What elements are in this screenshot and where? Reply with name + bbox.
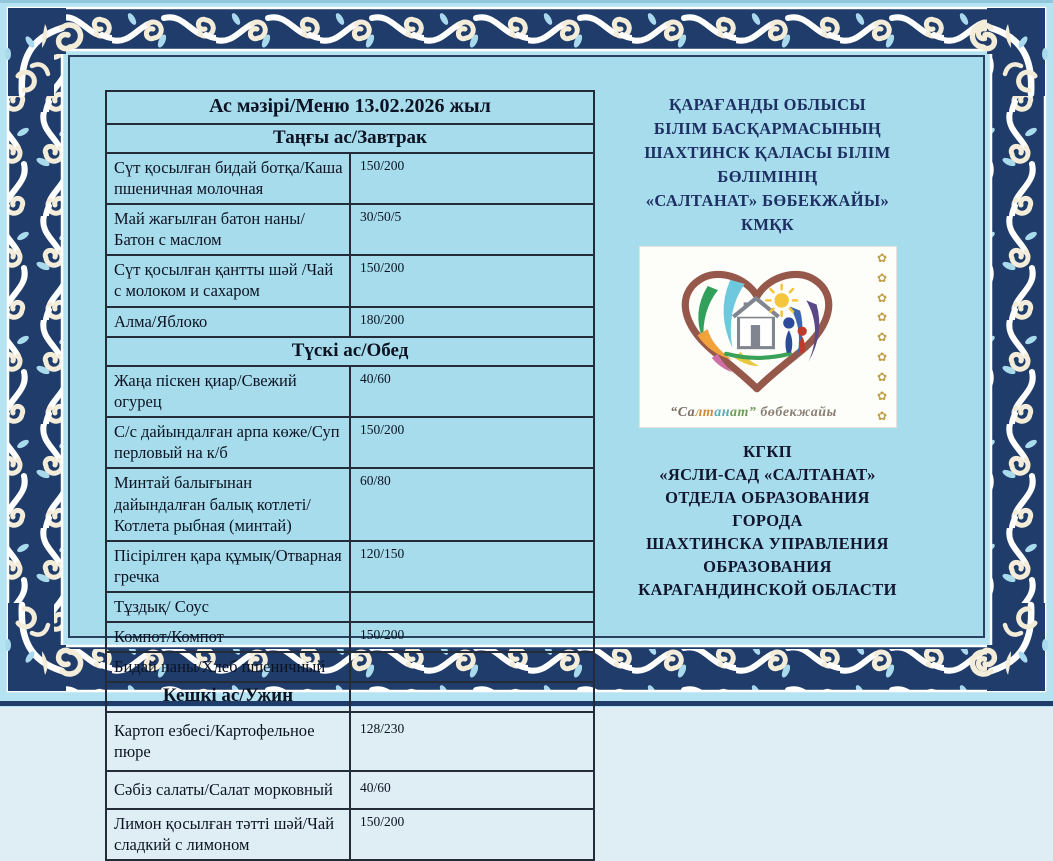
dish-name: С/с дайындалған арпа көже/Суп перловый на к/б: [106, 417, 350, 468]
gold-rosette-icon: ✿: [876, 290, 888, 305]
org-header-line: КМҚК: [740, 215, 795, 234]
logo-caption-part: ан: [714, 405, 730, 420]
dish-name: Компот/Компот: [106, 622, 350, 652]
portion-value: 30/50/5: [350, 204, 594, 255]
dish-name: Тұздық/ Соус: [106, 592, 350, 622]
purple-swoosh: [806, 300, 819, 362]
logo-caption-part: бөбекжайы: [756, 405, 837, 420]
gold-rosette-icon: ✿: [876, 310, 888, 325]
logo-caption-part: лт: [695, 405, 715, 420]
org-footer: [570, 440, 965, 601]
org-header-line: ҚАРАҒАНДЫ ОБЛЫСЫ: [668, 95, 867, 114]
dish-name: Бидай наны/Хлеб пшеничный: [106, 652, 350, 682]
content-area: [68, 55, 985, 855]
gold-rosette-icon: ✿: [876, 349, 888, 364]
dish-name: Май жағылған батон наны/Батон с маслом: [106, 204, 350, 255]
dish-name: Сәбіз салаты/Салат морковный: [106, 771, 350, 809]
org-footer-line: ШАХТИНСКА УПРАВЛЕНИЯ: [646, 534, 889, 553]
heart-house-logo-icon: [644, 249, 870, 399]
org-header-line: БӨЛІМІНІҢ: [717, 167, 818, 186]
dish-name: Сүт қосылған қантты шәй /Чай с молоком и сахаром: [106, 255, 350, 306]
table-row: [106, 592, 594, 622]
section-header-dinner: Кешкі ас/Ужин: [106, 682, 350, 711]
gold-rosette-icon: ✿: [876, 251, 888, 265]
gold-rosette-icon: ✿: [876, 409, 888, 423]
org-footer-line: ОТДЕЛА ОБРАЗОВАНИЯ: [665, 488, 870, 507]
dish-name: Картоп езбесі/Картофельное пюре: [106, 712, 350, 771]
portion-value: 40/60: [350, 771, 594, 809]
table-row: [106, 652, 594, 682]
portion-value: 120/150: [350, 541, 594, 592]
gold-rosette-icon: ✿: [876, 389, 888, 404]
house-door: [750, 325, 759, 348]
table-row: [106, 255, 594, 306]
table-row: [106, 771, 594, 809]
dish-name: Пісірілген қара құмық/Отварная гречка: [106, 541, 350, 592]
section-row-lunch: [106, 337, 594, 366]
dish-name: Алма/Яблоко: [106, 307, 350, 337]
table-row: [106, 366, 594, 417]
kindergarten-logo: [639, 246, 897, 428]
portion-value: 128/230: [350, 712, 594, 771]
portion-value: 180/200: [350, 307, 594, 337]
section-header-lunch: Түскі ас/Обед: [106, 337, 594, 366]
table-row: [106, 204, 594, 255]
menu-title: Ас мәзірі/Меню 13.02.2026 жыл: [106, 91, 594, 124]
logo-caption: [640, 405, 868, 421]
portion-value: 150/200: [350, 153, 594, 204]
org-footer-line: КГКП: [743, 442, 792, 461]
dish-name: Сүт қосылған бидай ботқа/Каша пшеничная молочная: [106, 153, 350, 204]
org-header-line: БІЛІМ БАСҚАРМАСЫНЫҢ: [653, 119, 882, 138]
gold-ornament-strip: [872, 251, 893, 423]
logo-caption-part: ат”: [729, 405, 757, 420]
logo-caption-part: “Са: [670, 405, 696, 420]
organization-panel: [570, 93, 965, 601]
org-footer-line: ОБРАЗОВАНИЯ: [703, 557, 832, 576]
gold-rosette-icon: ✿: [876, 369, 888, 384]
org-footer-line: ГОРОДА: [732, 511, 803, 530]
dish-name: Минтай балығынан дайындалған балық котлеті/ Котлета рыбная (минтай): [106, 468, 350, 540]
dish-name: Лимон қосылған тәтті шәй/Чай сладкий с лимоном: [106, 809, 350, 860]
ground-line: [726, 354, 790, 358]
adult-figure: [783, 317, 794, 352]
gold-rosette-icon: ✿: [876, 330, 888, 344]
table-row: [106, 622, 594, 652]
org-footer-line: КАРАГАНДИНСКОЙ ОБЛАСТИ: [638, 580, 897, 599]
table-row: [106, 541, 594, 592]
table-row: [106, 712, 594, 771]
table-row: [106, 417, 594, 468]
dish-name: Жаңа піскен қиар/Свежий огурец: [106, 366, 350, 417]
portion-value: 60/80: [350, 468, 594, 540]
menu-table: [105, 90, 595, 861]
portion-value-empty: [350, 682, 594, 711]
sun-icon: [766, 285, 797, 316]
section-row-dinner: [106, 682, 594, 711]
portion-value: 40/60: [350, 366, 594, 417]
table-row: [106, 307, 594, 337]
table-row: [106, 468, 594, 540]
table-row: [106, 153, 594, 204]
org-header-line: «САЛТАНАТ» БӨБЕКЖАЙЫ»: [645, 191, 890, 210]
portion-value: 150/200: [350, 622, 594, 652]
portion-value: 150/200: [350, 255, 594, 306]
house-roof: [733, 298, 778, 316]
table-title-row: [106, 91, 594, 124]
portion-value: [350, 652, 594, 682]
table-row: [106, 809, 594, 860]
section-row-breakfast: [106, 124, 594, 153]
org-header-line: ШАХТИНСК ҚАЛАСЫ БІЛІМ: [644, 143, 891, 162]
gold-rosette-icon: ✿: [876, 270, 888, 285]
org-footer-line: «ЯСЛИ-САД «САЛТАНАТ»: [659, 465, 876, 484]
portion-value: 150/200: [350, 809, 594, 860]
portion-value: [350, 592, 594, 622]
section-header-breakfast: Таңғы ас/Завтрак: [106, 124, 594, 153]
portion-value: 150/200: [350, 417, 594, 468]
